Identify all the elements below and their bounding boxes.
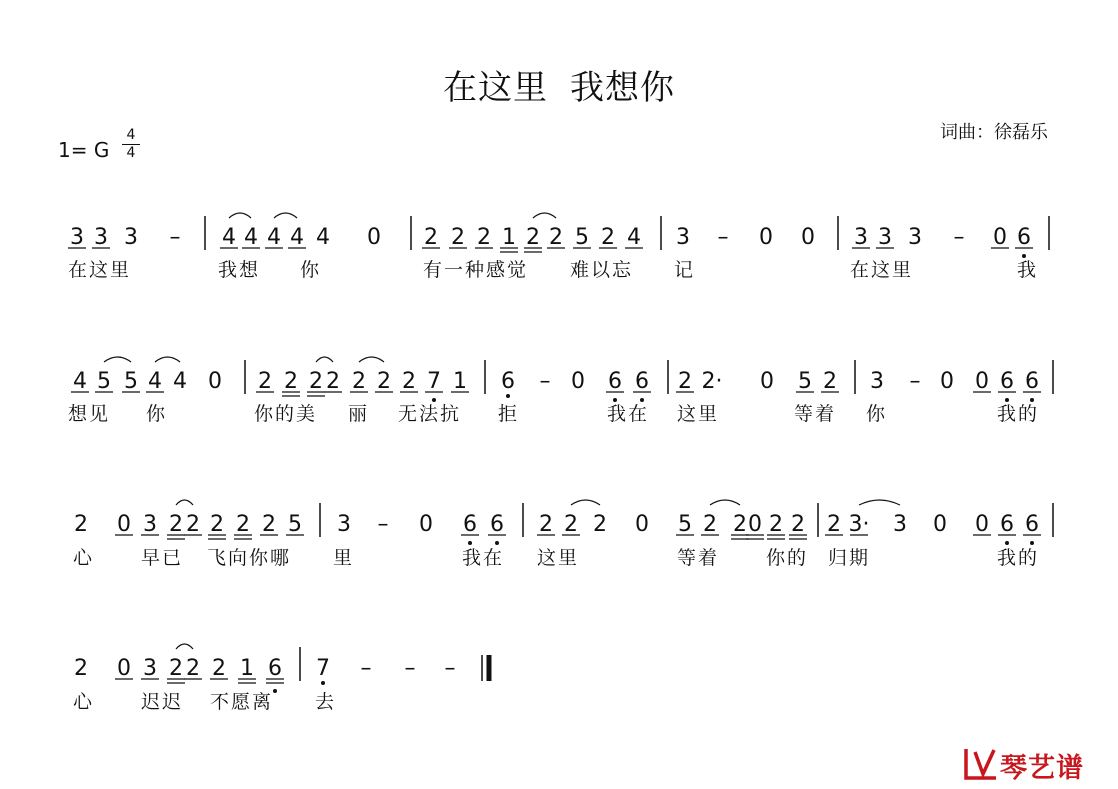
note: 2	[352, 369, 366, 394]
note: 0	[993, 225, 1007, 250]
note: 3	[143, 512, 157, 537]
note: 0	[117, 512, 131, 537]
note: 2	[791, 512, 805, 537]
lyric-text: 拒	[498, 403, 520, 425]
note: 6	[268, 656, 282, 681]
note: 2	[284, 369, 298, 394]
low-octave-dot	[1005, 541, 1009, 545]
note: 4	[244, 225, 258, 250]
low-octave-dot	[468, 541, 472, 545]
note: 5	[575, 225, 589, 250]
dash-note: –	[953, 225, 965, 250]
tie-slur	[710, 500, 740, 505]
note: 3·	[848, 512, 870, 537]
note: 6	[635, 369, 649, 394]
dash-note: –	[169, 225, 181, 250]
note: 2	[703, 512, 717, 537]
note: 2	[564, 512, 578, 537]
low-octave-dot	[1005, 398, 1009, 402]
note: 6	[1000, 369, 1014, 394]
lyric-text: 等着	[677, 547, 720, 569]
note: 6	[463, 512, 477, 537]
tie-slur	[176, 500, 193, 505]
lyric-text: 这里	[537, 547, 580, 569]
lyric-text: 你	[300, 259, 322, 281]
low-octave-dot	[1030, 541, 1034, 545]
note: 3	[143, 656, 157, 681]
note: 4	[73, 369, 87, 394]
note: 2·	[701, 369, 723, 394]
lyric-text: 心	[73, 547, 95, 569]
dash-note: –	[377, 512, 389, 537]
note: 1	[240, 656, 254, 681]
note: 1	[502, 225, 516, 250]
note: 3	[893, 512, 907, 537]
note: 0	[759, 225, 773, 250]
tie-slur	[155, 357, 180, 362]
note: 0	[801, 225, 815, 250]
note: 0	[635, 512, 649, 537]
lyric-text: 我的	[997, 547, 1040, 569]
note: 4	[290, 225, 304, 250]
tie-slur	[533, 213, 556, 218]
note: 2	[258, 369, 272, 394]
lyric-text: 难以忘	[570, 259, 634, 281]
note: 5	[678, 512, 692, 537]
note: 3	[878, 225, 892, 250]
note: 2	[678, 369, 692, 394]
note: 2	[169, 512, 183, 537]
lyric-text: 飞向你哪	[207, 547, 292, 569]
lyric-text: 等着	[794, 403, 837, 425]
low-octave-dot	[321, 681, 325, 685]
tie-slur	[229, 213, 251, 218]
lyric-text: 你	[866, 403, 888, 425]
song-title-part-1: 在这里	[443, 68, 548, 108]
low-octave-dot	[506, 394, 510, 398]
low-octave-dot	[640, 398, 644, 402]
tie-slur	[316, 357, 333, 362]
note: 6	[1025, 369, 1039, 394]
note: 3	[676, 225, 690, 250]
note: 0	[975, 369, 989, 394]
note: 0	[940, 369, 954, 394]
lyric-text: 有一种感觉	[423, 259, 529, 281]
lyric-text: 我	[1017, 259, 1039, 281]
low-octave-dot	[1030, 398, 1034, 402]
dash-note: –	[909, 369, 921, 394]
lyric-text: 在这里	[850, 259, 914, 281]
note: 0	[208, 369, 222, 394]
lyric-text: 你的	[766, 547, 809, 569]
note: 3	[854, 225, 868, 250]
note: 4	[316, 225, 330, 250]
note: 7	[316, 656, 330, 681]
note: 4	[148, 369, 162, 394]
dash-note: –	[444, 656, 456, 681]
note: 2	[549, 225, 563, 250]
note: 3	[908, 225, 922, 250]
note: 2	[186, 512, 200, 537]
note: 2	[769, 512, 783, 537]
note: 2	[733, 512, 747, 537]
note: 2	[326, 369, 340, 394]
note: 4	[173, 369, 187, 394]
dash-note: –	[360, 656, 372, 681]
lyric-text: 丽	[348, 403, 370, 425]
lyric-text: 归期	[828, 547, 871, 569]
note: 2	[451, 225, 465, 250]
lyric-text: 你	[146, 403, 168, 425]
note: 2	[236, 512, 250, 537]
lyric-text: 我想	[218, 259, 261, 281]
note: 5	[97, 369, 111, 394]
note: 2	[309, 369, 323, 394]
lyric-text: 我在	[462, 547, 505, 569]
tie-slur	[176, 644, 193, 649]
note: 5	[288, 512, 302, 537]
dash-note: –	[404, 656, 416, 681]
note: 2	[827, 512, 841, 537]
note: 2	[526, 225, 540, 250]
lyric-text: 你的美	[254, 403, 318, 425]
note: 2	[539, 512, 553, 537]
note: 0	[760, 369, 774, 394]
tie-slur	[274, 213, 297, 218]
song-title-part-2: 我想你	[570, 68, 675, 108]
note: 1	[453, 369, 467, 394]
lyric-text: 我在	[607, 403, 650, 425]
note: 2	[377, 369, 391, 394]
note: 0	[975, 512, 989, 537]
note: 4	[222, 225, 236, 250]
note: 3	[94, 225, 108, 250]
lyric-text: 里	[333, 547, 355, 569]
tie-slur	[359, 357, 384, 362]
lyric-text: 去	[315, 691, 337, 713]
note: 2	[477, 225, 491, 250]
lyric-text: 想见	[68, 403, 111, 425]
low-octave-dot	[1022, 254, 1026, 258]
lyric-text: 在这里	[68, 259, 132, 281]
note: 6	[1000, 512, 1014, 537]
note: 2	[74, 656, 88, 681]
note: 6	[1017, 225, 1031, 250]
note: 3	[70, 225, 84, 250]
lyric-text: 我的	[997, 403, 1040, 425]
note: 2	[186, 656, 200, 681]
note: 2	[169, 656, 183, 681]
note: 0	[748, 512, 762, 537]
note: 2	[262, 512, 276, 537]
note: 2	[593, 512, 607, 537]
lyric-text: 早已	[141, 547, 184, 569]
note: 0	[419, 512, 433, 537]
note: 6	[501, 369, 515, 394]
note: 7	[427, 369, 441, 394]
lyric-text: 不愿离	[210, 691, 274, 713]
note: 3	[870, 369, 884, 394]
note: 4	[627, 225, 641, 250]
note: 0	[571, 369, 585, 394]
note: 0	[367, 225, 381, 250]
note: 2	[212, 656, 226, 681]
note: 5	[798, 369, 812, 394]
low-octave-dot	[613, 398, 617, 402]
note: 3	[337, 512, 351, 537]
note: 2	[210, 512, 224, 537]
note: 2	[601, 225, 615, 250]
tie-slur	[571, 500, 600, 505]
lyric-text: 心	[73, 691, 95, 713]
note: 6	[490, 512, 504, 537]
lyric-text: 记	[674, 259, 696, 281]
note: 2	[74, 512, 88, 537]
note: 0	[933, 512, 947, 537]
note: 0	[117, 656, 131, 681]
note: 2	[424, 225, 438, 250]
note: 6	[1025, 512, 1039, 537]
note: 5	[124, 369, 138, 394]
note: 6	[608, 369, 622, 394]
tie-slur	[859, 500, 900, 505]
time-signature-top: 4	[126, 127, 136, 143]
note: 2	[823, 369, 837, 394]
watermark-text: 琴艺谱	[1000, 753, 1084, 784]
lyric-text: 迟迟	[141, 691, 184, 713]
note: 4	[267, 225, 281, 250]
lyric-text: 这里	[677, 403, 720, 425]
dash-note: –	[717, 225, 729, 250]
time-signature-bottom: 4	[126, 145, 136, 161]
dash-note: –	[539, 369, 551, 394]
low-octave-dot	[273, 689, 277, 693]
lyric-text: 无法抗	[398, 403, 462, 425]
composer-credit: 词曲：徐磊乐	[940, 122, 1048, 143]
key-signature: 1= G	[58, 138, 110, 162]
note: 3	[124, 225, 138, 250]
note: 2	[402, 369, 416, 394]
tie-slur	[104, 357, 131, 362]
low-octave-dot	[432, 398, 436, 402]
low-octave-dot	[495, 541, 499, 545]
